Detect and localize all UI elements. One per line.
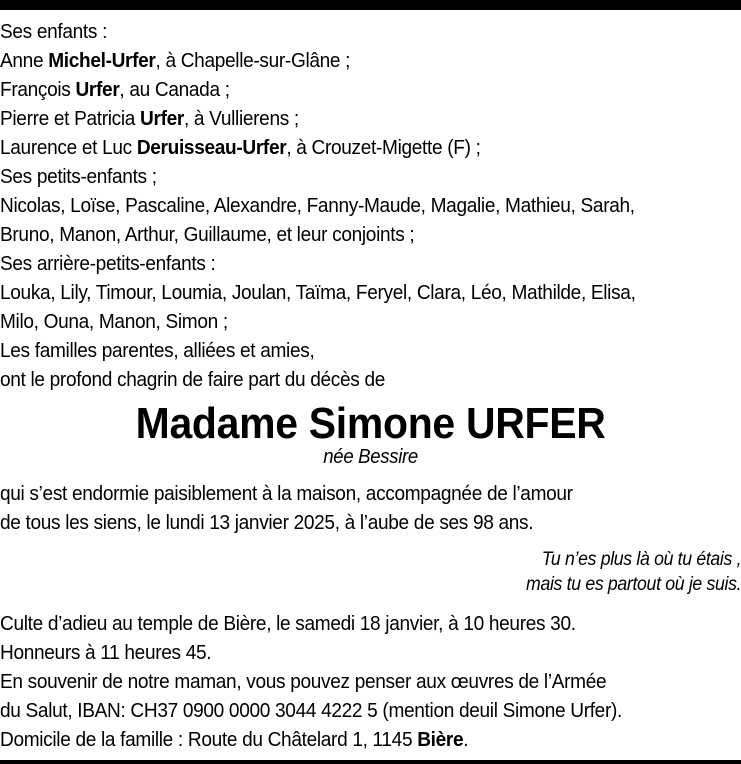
child-line: [0, 75, 741, 104]
child-surname: Michel-Urfer: [48, 49, 156, 72]
deceased-block: [0, 399, 741, 469]
child-surname: Urfer: [140, 107, 184, 130]
children-header: Ses enfants :: [0, 20, 108, 43]
grandchildren-header: Ses petits-enfants ;: [0, 165, 157, 188]
obituary-notice: [0, 17, 741, 754]
child-residence: , à Vullierens ;: [183, 107, 299, 130]
deceased-name: Madame Simone URFER: [135, 399, 606, 448]
child-residence: , à Chapelle-sur-Glâne ;: [155, 49, 351, 72]
address-line: [0, 725, 741, 754]
great-grandchildren-line: Milo, Ouna, Manon, Simon ;: [0, 310, 228, 333]
child-first-names: François: [0, 78, 76, 101]
death-line: qui s’est endormie paisiblement à la maison, accompagnée de l’amour: [0, 482, 573, 505]
address-town: Bière: [417, 728, 464, 751]
quote-line: Tu n’es plus là où tu étais ,: [541, 549, 741, 570]
announcement-line: ont le profond chagrin de faire part du décès de: [0, 368, 386, 391]
great-grandchildren-line: Louka, Lily, Timour, Loumia, Joulan, Taïma, Feryel, Clara, Léo, Mathilde, Elisa,: [0, 281, 636, 304]
maiden-name: née Bessire: [323, 446, 418, 468]
death-line: de tous les siens, le lundi 13 janvier 2025, à l’aube de ses 98 ans.: [0, 511, 534, 534]
grandchildren-line: Nicolas, Loïse, Pascaline, Alexandre, Fanny-Maude, Magalie, Mathieu, Sarah,: [0, 194, 635, 217]
child-residence: , au Canada ;: [119, 78, 230, 101]
ceremony-line: En souvenir de notre maman, vous pouvez penser aux œuvres de l’Armée: [0, 670, 607, 693]
address-end: .: [463, 728, 469, 751]
child-surname: Deruisseau-Urfer: [136, 136, 287, 159]
child-first-names: Laurence et Luc: [0, 136, 137, 159]
grandchildren-line: Bruno, Manon, Arthur, Guillaume, et leur conjoints ;: [0, 223, 415, 246]
child-surname: Urfer: [75, 78, 120, 101]
quote-line: mais tu es partout où je suis.: [526, 574, 741, 595]
child-first-names: Anne: [0, 49, 49, 72]
ceremony-line: Honneurs à 11 heures 45.: [0, 641, 212, 664]
child-first-names: Pierre et Patricia: [0, 107, 141, 130]
great-grandchildren-header: Ses arrière-petits-enfants :: [0, 252, 216, 275]
ceremony-line: Culte d’adieu au temple de Bière, le samedi 18 janvier, à 10 heures 30.: [0, 612, 576, 635]
families-line: Les familles parentes, alliées et amies,: [0, 339, 315, 362]
ceremony-line: du Salut, IBAN: CH37 0900 0000 3044 4222 5 (mention deuil Simone Urfer).: [0, 699, 622, 722]
child-line: [0, 104, 741, 133]
child-line: [0, 46, 741, 75]
child-line: [0, 133, 741, 162]
top-rule: [0, 0, 741, 10]
bottom-rule: [0, 760, 741, 764]
child-residence: , à Crouzet-Migette (F) ;: [286, 136, 481, 159]
address-text: Domicile de la famille : Route du Châtelard 1, 1145: [0, 728, 418, 751]
